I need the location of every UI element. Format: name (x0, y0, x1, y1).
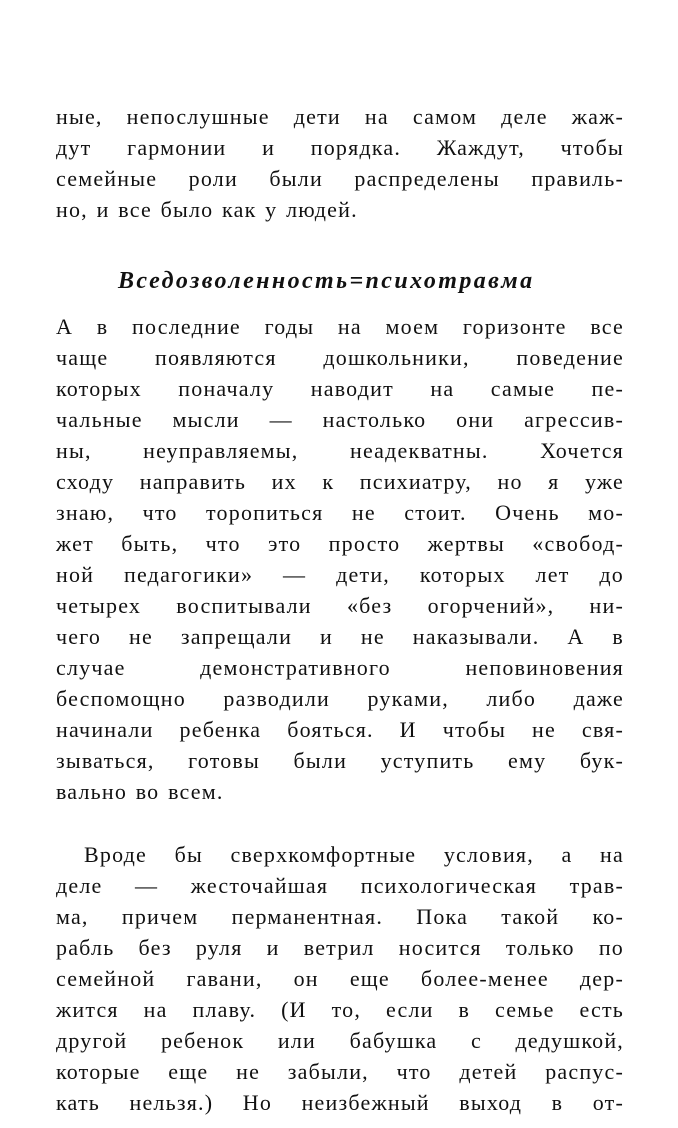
text-line: кать нельзя.) Но неизбежный выход в от- (56, 1090, 624, 1115)
text-line: четырех воспитывали «без огорчений», ни- (56, 593, 624, 618)
text-line: А в последние годы на моем горизонте все (56, 314, 624, 339)
text-line: случае демонстративного неповиновения (56, 655, 624, 680)
text-line: чаще появляются дошкольники, поведение (56, 345, 624, 370)
text-line: другой ребенок или бабушка с дедушкой, (56, 1028, 624, 1053)
text-line: семейной гавани, он еще более-менее дер- (56, 966, 624, 991)
text-line: вально во всем. (56, 779, 224, 804)
text-line: деле — жесточайшая психологическая трав- (56, 873, 624, 898)
text-line: семейные роли были распределены правиль- (56, 166, 624, 191)
text-line: но, и все было как у людей. (56, 197, 358, 222)
text-line: знаю, что торопиться не стоит. Очень мо- (56, 500, 624, 525)
text-line: сходу направить их к психиатру, но я уже (56, 469, 624, 494)
text-line: которых поначалу наводит на самые пе- (56, 376, 624, 401)
text-line: ной педагогики» — дети, которых лет до (56, 562, 624, 587)
text-line: зываться, готовы были уступить ему бук- (56, 748, 624, 773)
text-line: ны, неуправляемы, неадекватны. Хочется (56, 438, 624, 463)
text-line: жится на плаву. (И то, если в семье есть (56, 997, 624, 1022)
text-line: беспомощно разводили руками, либо даже (56, 686, 624, 711)
text-line: чего не запрещали и не наказывали. А в (56, 624, 624, 649)
text-line: начинали ребенка бояться. И чтобы не свя- (56, 717, 624, 742)
text-line: чальные мысли — настолько они агрессив- (56, 407, 624, 432)
text-line: ма, причем перманентная. Пока такой ко- (56, 904, 624, 929)
text-line: Вроде бы сверхкомфортные условия, а на (84, 842, 624, 867)
text-line: жет быть, что это просто жертвы «свобод- (56, 531, 624, 556)
text-line: ные, непослушные дети на самом деле жаж- (56, 104, 624, 129)
text-line: рабль без руля и ветрил носится только по (56, 935, 624, 960)
text-line: дут гармонии и порядка. Жаждут, чтобы (56, 135, 624, 160)
text-line: которые еще не забыли, что детей распус- (56, 1059, 624, 1084)
section-heading: Вседозволенность=психотравма (118, 268, 535, 294)
